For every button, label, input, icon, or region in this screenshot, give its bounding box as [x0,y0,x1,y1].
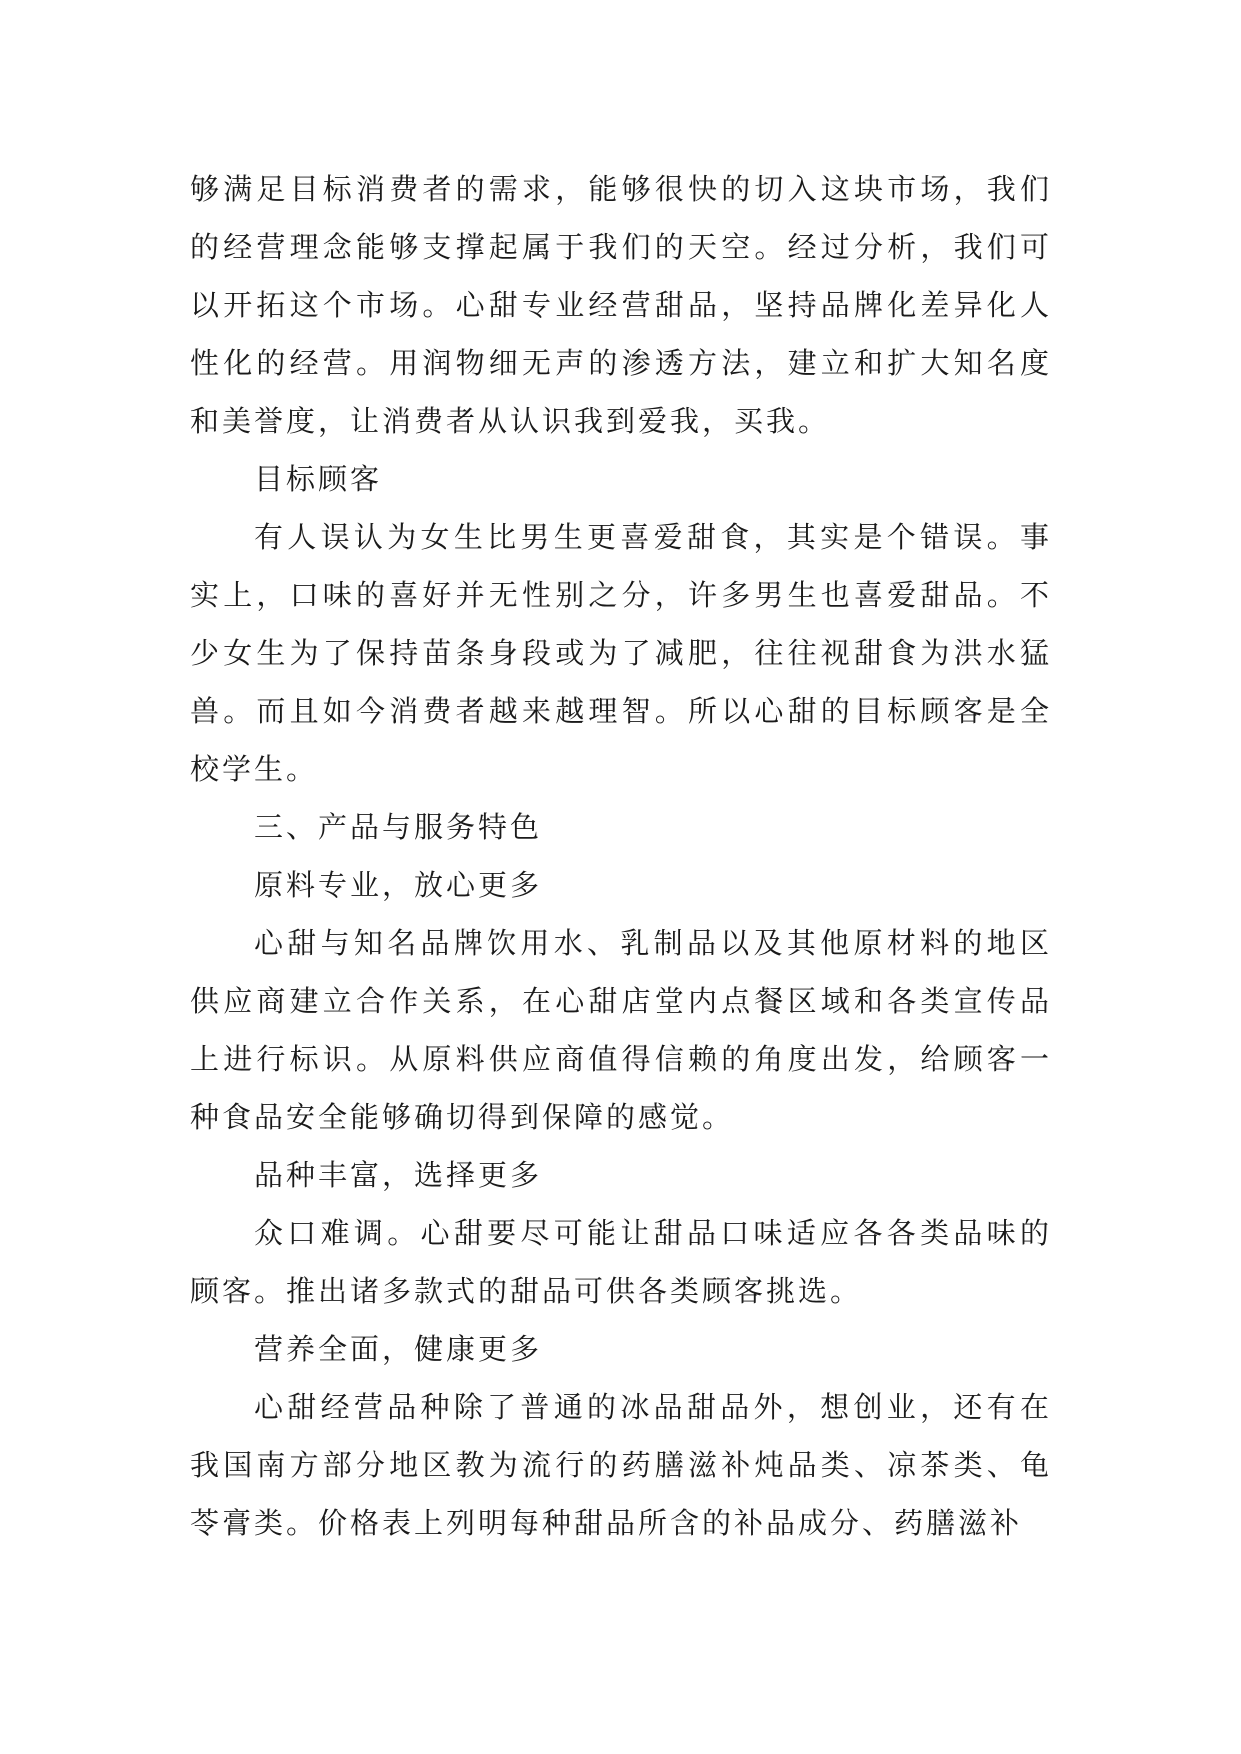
heading-raw-materials: 原料专业，放心更多 [254,868,543,902]
heading-product-service-features: 三、产品与服务特色 [254,810,543,844]
heading-target-customers: 目标顾客 [254,462,383,496]
heading-nutrition: 营养全面，健康更多 [254,1332,543,1366]
paragraph-target-customers: 有人误认为女生比男生更喜爱甜食，其实是个错误。事实上，口味的喜好并无性别之分，许多男生也喜爱甜品。不少女生为了保持苗条身段或为了减肥，往往视甜食为洪水猛兽。而且如今消费者越来越理智。所以心甜的目标顾客是全校学生。 [190,520,1052,786]
paragraph-raw-materials: 心甜与知名品牌饮用水、乳制品以及其他原材料的地区供应商建立合作关系，在心甜店堂内点餐区域和各类宣传品上进行标识。从原料供应商值得信赖的角度出发，给顾客一种食品安全能够确切得到保障的感觉。 [190,926,1052,1134]
paragraph-nutrition: 心甜经营品种除了普通的冰品甜品外，想创业，还有在我国南方部分地区教为流行的药膳滋补炖品类、凉茶类、龟苓膏类。价格表上列明每种甜品所含的补品成分、药膳滋补 [190,1390,1052,1540]
paragraph-intro-continuation: 够满足目标消费者的需求，能够很快的切入这块市场，我们的经营理念能够支撑起属于我们的天空。经过分析，我们可以开拓这个市场。心甜专业经营甜品，坚持品牌化差异化人性化的经营。用润物细无声的渗透方法，建立和扩大知名度和美誉度，让消费者从认识我到爱我，买我。 [190,172,1052,438]
document-body [190,160,1052,1552]
paragraph-variety: 众口难调。心甜要尽可能让甜品口味适应各各类品味的顾客。推出诸多款式的甜品可供各类顾客挑选。 [190,1216,1052,1308]
heading-variety: 品种丰富，选择更多 [254,1158,543,1192]
